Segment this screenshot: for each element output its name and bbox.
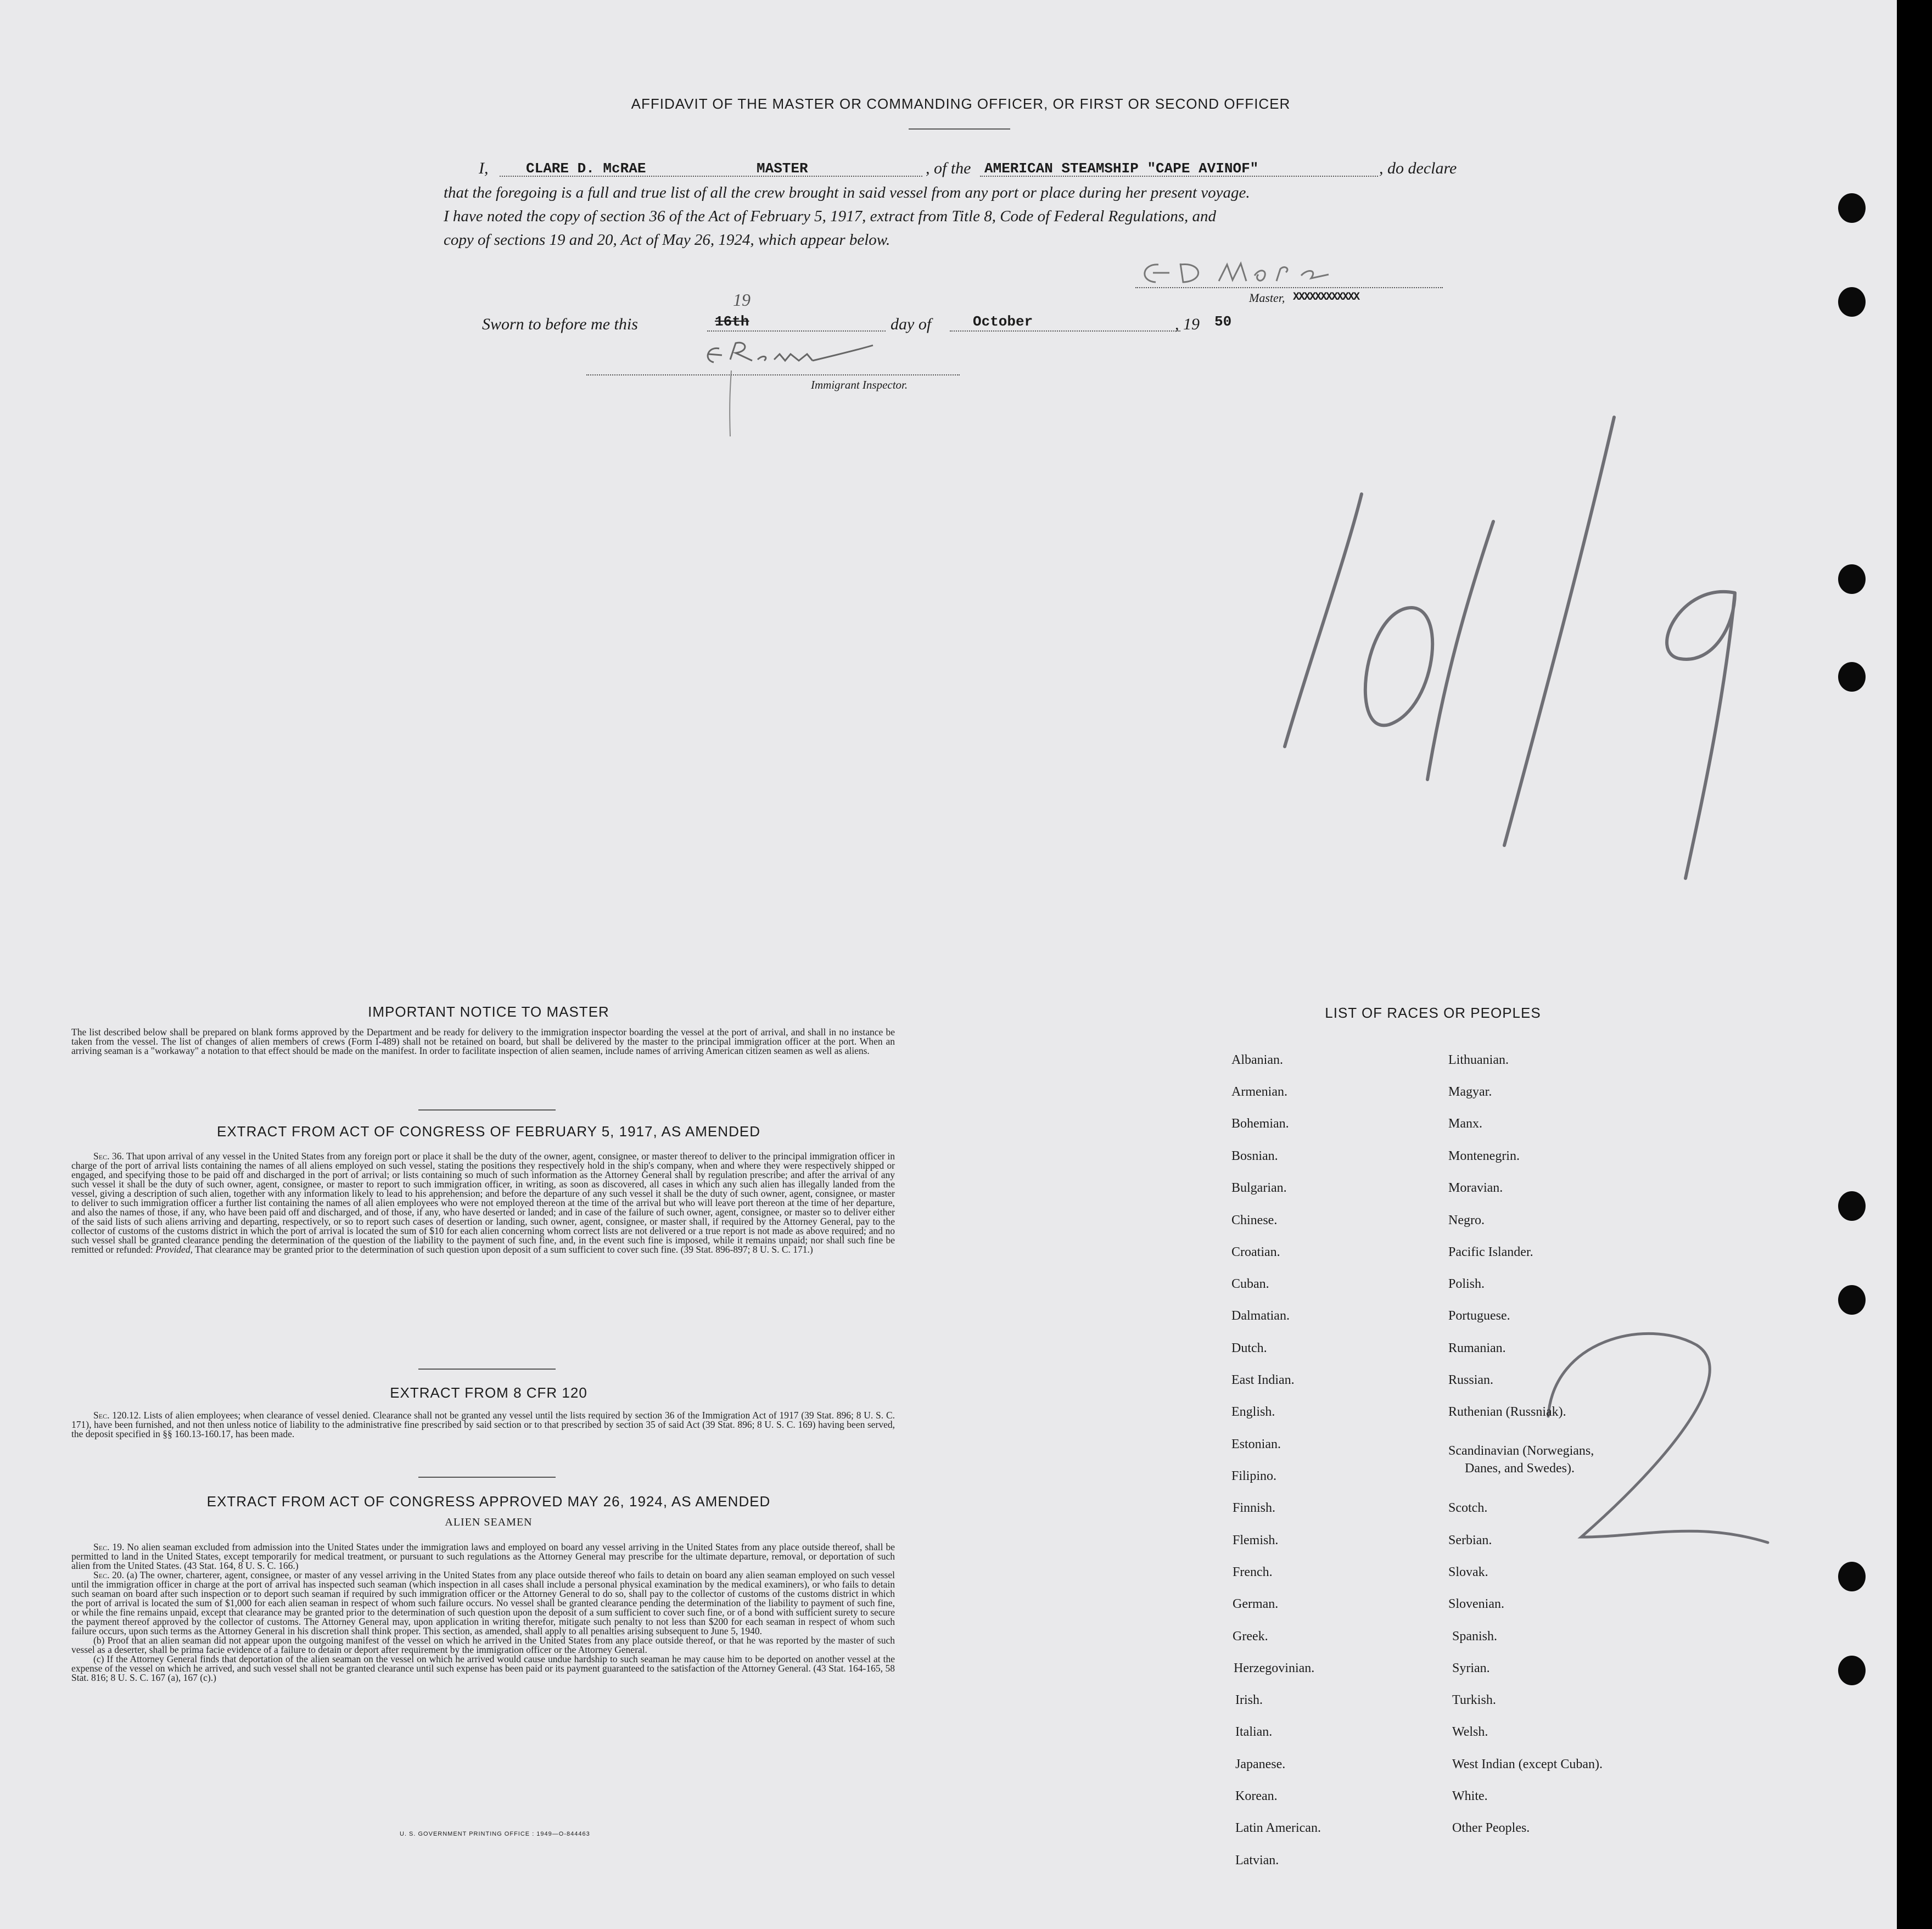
- sworn-month: October: [973, 313, 1033, 330]
- title-divider: [909, 128, 1010, 130]
- race-right-22: Welsh.: [1452, 1725, 1488, 1739]
- race-left-9: Dalmatian.: [1231, 1309, 1290, 1323]
- race-right-23: West Indian (except Cuban).: [1452, 1757, 1603, 1771]
- sec-20a-paragraph: [71, 1571, 895, 1636]
- binder-hole-3: [1838, 564, 1866, 594]
- sworn-day-typed: 16th: [715, 313, 749, 330]
- affidavit-line-3: I have noted the copy of section 36 of the Act of February 5, 1917, extract from Title 8, Code of Federal Regulations, and: [444, 208, 1217, 225]
- race-left-11: East Indian.: [1231, 1373, 1295, 1387]
- sec-36-text: That upon arrival of any vessel in the United States from any foreign port or place it shall be the duty of the owner, agent, consignee, or master thereof to deliver to the principal immigration officer in charge of the port of arrival lists containing the names of all aliens employed on such vessel, stating the positions they respectively hold in the ship's company, when and where they were respectively shipped or engaged, and specifying those to be paid off and discharged in the port of arrival; or lists containing so much of such information as the Attorney General shall by regulation prescribe; and after the arrival of any such vessel it shall be the duty of such owner, agent, consignee, or master to report to such immigration officer, in writing, as soon as discovered, all cases in which any such alien has illegally landed from the vessel, giving a description of such alien, together with any information likely to lead to his apprehension; and before the departure of any such vessel it shall be the duty of such owner, agent, consignee, or master to deliver to such immigration officer a further list containing the names of all alien employees who were not employed thereon at the time of the arrival but who will leave port thereon at the time of her departure, and also the names of those, if any, who have been paid off and discharged, and of those, if any, who have deserted or landed; and in case of the failure of such owner, agent, consignee, or master so to deliver either of the said lists of such aliens arriving and departing, respectively, or so to report such cases of desertion or landing, such owner, agent, consignee, or master shall, if required by the Attorney General, pay to the collector of customs of the customs district in which the port of arrival is located the sum of $10 for each alien concerning whom correct lists are not delivered or a true report is not made as above required; and no such vessel shall be granted clearance pending the determination of the question of the liability to the payment of such fine, and, in the event such fine is imposed, while it remains unpaid; nor shall such fine be remitted or refunded:: [71, 1151, 895, 1255]
- master-name: CLARE D. McRAE: [526, 160, 646, 177]
- master-signature: [1136, 254, 1444, 298]
- race-right-13: Scandinavian (Norwegians,: [1448, 1444, 1594, 1458]
- extract-cfr-divider: [418, 1477, 556, 1478]
- extract-1924-text: [71, 1543, 895, 1683]
- extract-1924-title: EXTRACT FROM ACT OF CONGRESS APPROVED MAY 26, 1924, AS AMENDED: [206, 1493, 771, 1510]
- race-left-7: Croatian.: [1231, 1245, 1280, 1259]
- race-right-19: Spanish.: [1452, 1629, 1498, 1644]
- race-right-3: Manx.: [1448, 1117, 1482, 1131]
- sec-20a-text: (a) The owner, charterer, agent, consignee, or master of any vessel arriving in the United States from any place outside thereof who fails to detain on board any alien seaman employed on such vessel until the immigration officer in charge at the port of arrival has inspected such seaman (which inspection in all cases shall include a personal physical examination by the medical examiners), or who fails to detain such seaman on board after such inspection or to deport such seaman if required by such immigration officer or the Attorney General to do so, shall pay to the collector of customs of the customs district in which the port of arrival is located the sum of $1,000 for each alien seaman in respect of whom such failure occurs. No vessel shall be granted clearance pending the determination of the liability to payment of such fine, or while the fine remains unpaid, except that clearance may be granted prior to the determination of such question upon the deposit of a sum sufficient to cover such fine, or of a bond with sufficient surety to secure the payment thereof approved by the collector of customs. The Attorney General may, upon application in writing therefor, mitigate such penalty to not less than $200 for each seaman in respect of whom such failure occurs, upon such terms as the Attorney General in his discretion shall think proper. This section, as amended, shall apply to all penalties arising subsequent to June 5, 1940.: [71, 1569, 895, 1636]
- race-right-17: Slovak.: [1448, 1565, 1488, 1579]
- sec-36-text-end: That clearance may be granted prior to the determination of such question upon deposit of a sum sufficient to cover such fine. (39 Stat. 896-897; 8 U. S. C. 171.): [195, 1244, 813, 1255]
- race-right-25: Other Peoples.: [1452, 1821, 1530, 1835]
- do-declare-label: , do declare: [1379, 159, 1457, 177]
- notice-title: IMPORTANT NOTICE TO MASTER: [368, 1003, 609, 1020]
- sec-120-label: Sec. 120.12.: [93, 1410, 141, 1421]
- race-right-21: Turkish.: [1452, 1693, 1496, 1707]
- affidavit-line-4: copy of sections 19 and 20, Act of May 26, 1924, which appear below.: [444, 231, 891, 249]
- race-left-5: Bulgarian.: [1231, 1181, 1287, 1195]
- gpo-imprint: U. S. GOVERNMENT PRINTING OFFICE : 1949—O-844463: [400, 1831, 590, 1837]
- binder-hole-5: [1838, 1191, 1866, 1221]
- sec-20c-paragraph: [71, 1655, 895, 1683]
- sec-20-label: Sec. 20.: [93, 1569, 125, 1580]
- master-label-struck: XXXXXXXXXXXX: [1293, 291, 1359, 304]
- race-left-22: Italian.: [1235, 1725, 1273, 1739]
- affidavit-line-2: that the foregoing is a full and true list of all the crew brought in said vessel from any port or place during her present voyage.: [444, 184, 1250, 201]
- handwritten-count-mark: [1515, 1306, 1779, 1564]
- binder-hole-2: [1838, 287, 1866, 317]
- year-prefix: , 19: [1175, 315, 1200, 333]
- handwritten-count-text: [1592, 1427, 1593, 1428]
- name-dotted-line: [500, 176, 922, 177]
- vessel-dotted-line: [980, 176, 1378, 177]
- extract-cfr-text: [71, 1411, 895, 1439]
- day-dotted-line: [707, 330, 886, 332]
- sworn-label: Sworn to before me this: [482, 315, 638, 333]
- binder-hole-7: [1838, 1562, 1866, 1591]
- race-left-24: Korean.: [1235, 1789, 1278, 1803]
- sec-20b-paragraph: [71, 1636, 895, 1655]
- race-right-2: Magyar.: [1448, 1085, 1492, 1099]
- race-right-4: Montenegrin.: [1448, 1149, 1520, 1163]
- affidavit-title: AFFIDAVIT OF THE MASTER OR COMMANDING OFFICER, OR FIRST OR SECOND OFFICER: [631, 96, 1291, 112]
- handwritten-date-mark: [1208, 395, 1768, 911]
- binder-hole-6: [1838, 1285, 1866, 1315]
- race-right-7: Pacific Islander.: [1448, 1245, 1533, 1259]
- race-right-20: Syrian.: [1452, 1661, 1490, 1675]
- sworn-year: 50: [1214, 313, 1232, 330]
- race-left-4: Bosnian.: [1231, 1149, 1278, 1163]
- races-title: LIST OF RACES OR PEOPLES: [1325, 1005, 1541, 1021]
- race-left-21: Irish.: [1235, 1693, 1263, 1707]
- extract-1917-title: EXTRACT FROM ACT OF CONGRESS OF FEBRUARY 5, 1917, AS AMENDED: [217, 1123, 760, 1140]
- sec-20b-text: (b) Proof that an alien seaman did not appear upon the outgoing manifest of the vessel on which he arrived in the United States from any place outside thereof, or that he was reported by the master of such vessel as a deserter, shall be prima facie evidence of a failure to detain or deport after requirement by the immigration officer or the Attorney General.: [71, 1635, 895, 1655]
- affidavit-line-1: [439, 159, 1488, 181]
- race-left-23: Japanese.: [1235, 1757, 1286, 1771]
- handwritten-date-text: [1471, 620, 1472, 621]
- race-right-11: Russian.: [1448, 1373, 1494, 1387]
- notice-divider: [418, 1109, 556, 1111]
- binder-hole-4: [1838, 662, 1866, 692]
- race-right-15: Scotch.: [1448, 1501, 1488, 1515]
- race-right-8: Polish.: [1448, 1277, 1485, 1291]
- race-right-14: Danes, and Swedes).: [1465, 1461, 1575, 1476]
- race-left-2: Armenian.: [1231, 1085, 1287, 1099]
- extract-1917-divider: [418, 1369, 556, 1370]
- sec-19-label: Sec. 19.: [93, 1541, 125, 1552]
- inspector-signature-line: [586, 374, 960, 375]
- of-the-label: , of the: [926, 159, 971, 177]
- race-left-19: Greek.: [1233, 1629, 1268, 1644]
- race-left-3: Bohemian.: [1231, 1117, 1289, 1131]
- sec-20c-text: (c) If the Attorney General finds that deportation of the alien seaman on the vessel on which he arrived would cause undue hardship to such seaman he may cause him to be deported on another vessel at the expense of the vessel on which he arrived, and such vessel shall not be granted clearance until such expense has been paid or its payment guaranteed to the satisfaction of the Attorney General. (43 Stat. 164-165, 58 Stat. 816; 8 U. S. C. 167 (a), 167 (c).): [71, 1653, 895, 1683]
- notice-text: The list described below shall be prepared on blank forms approved by the Department and be ready for delivery to the immigration inspector boarding the vessel at the port of arrival, and shall in no instance be taken from the vessel. The list of changes of alien members of crews (Form I-489) shall not be retained on board, but shall be delivered by the master to the principal immigration officer at the port. When an arriving seaman is a "workaway" a notation to that effect should be made on the manifest. In order to facilitate inspection of alien seamen, include names of arriving American citizen seamen as well as aliens.: [71, 1027, 895, 1056]
- race-right-6: Negro.: [1448, 1213, 1485, 1227]
- race-left-16: Flemish.: [1233, 1533, 1279, 1547]
- race-right-18: Slovenian.: [1448, 1597, 1504, 1611]
- extract-cfr-title: EXTRACT FROM 8 CFR 120: [390, 1384, 587, 1401]
- race-right-12: Ruthenian (Russniak).: [1448, 1405, 1566, 1419]
- race-left-6: Chinese.: [1231, 1213, 1278, 1227]
- race-right-24: White.: [1452, 1789, 1488, 1803]
- extract-1917-text: [71, 1152, 895, 1254]
- race-left-25: Latin American.: [1235, 1821, 1321, 1835]
- inspector-label: Immigrant Inspector.: [811, 378, 908, 391]
- binder-hole-1: [1838, 193, 1866, 223]
- i-label: I,: [479, 159, 489, 177]
- day-of-label: day of: [891, 315, 932, 333]
- race-left-17: French.: [1233, 1565, 1273, 1579]
- vessel-name: AMERICAN STEAMSHIP "CAPE AVINOF": [984, 160, 1259, 177]
- race-right-1: Lithuanian.: [1448, 1053, 1509, 1067]
- alien-seamen-subtitle: ALIEN SEAMEN: [445, 1516, 533, 1528]
- race-left-14: Filipino.: [1231, 1469, 1277, 1483]
- binder-hole-8: [1838, 1656, 1866, 1685]
- race-left-1: Albanian.: [1231, 1053, 1283, 1067]
- race-right-10: Rumanian.: [1448, 1341, 1506, 1355]
- race-left-10: Dutch.: [1231, 1341, 1267, 1355]
- sec-19-text: No alien seaman excluded from admission into the United States under the immigration laws and employed on board any vessel arriving in the United States from any place outside thereof, shall be permitted to land in the United States, except temporarily for medical treatment, or pursuant to such regulations as the Attorney General may prescribe for the ultimate departure, removal, or deportation of such alien from the United States. (43 Stat. 164, 8 U. S. C. 166.): [71, 1541, 895, 1571]
- race-left-12: English.: [1231, 1405, 1275, 1419]
- master-label: Master,: [1249, 291, 1285, 305]
- race-right-9: Portuguese.: [1448, 1309, 1510, 1323]
- sworn-day-handwritten: 19: [733, 290, 751, 310]
- race-left-15: Finnish.: [1233, 1501, 1276, 1515]
- officer-rank: MASTER: [757, 160, 808, 177]
- race-left-13: Estonian.: [1231, 1437, 1281, 1451]
- race-left-18: German.: [1233, 1597, 1279, 1611]
- sec-19-paragraph: [71, 1543, 895, 1571]
- race-right-5: Moravian.: [1448, 1181, 1503, 1195]
- race-right-16: Serbian.: [1448, 1533, 1492, 1547]
- race-left-26: Latvian.: [1235, 1853, 1279, 1868]
- sec-120-text: Lists of alien employees; when clearance of vessel denied. Clearance shall not be granted any vessel until the lists required by section 36 of the Immigration Act of 1917 (39 Stat. 896; 8 U. S. C. 171), have been furnished, and not then unless notice of liability to the administrative fine prescribed by said section or to that prescribed by section 35 of said Act (39 Stat. 896; 8 U. S. C. 169) having been served, the deposit specified in §§ 160.13-160.17, has been made.: [71, 1410, 895, 1439]
- master-signature-line: [1135, 287, 1443, 288]
- provided-label: Provided,: [155, 1244, 193, 1255]
- month-dotted-line: [950, 330, 1180, 332]
- race-left-20: Herzegovinian.: [1234, 1661, 1315, 1675]
- sec-36-label: Sec. 36.: [93, 1151, 124, 1162]
- race-left-8: Cuban.: [1231, 1277, 1269, 1291]
